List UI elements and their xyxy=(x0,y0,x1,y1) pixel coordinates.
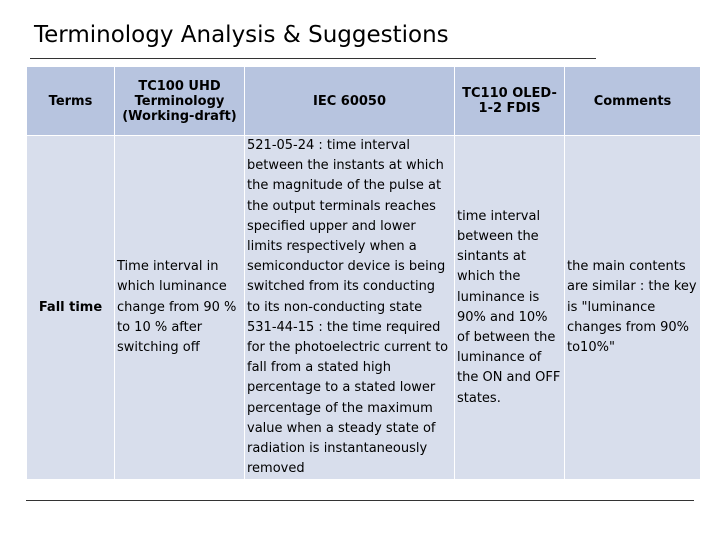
header-tc110: TC110 OLED-1-2 FDIS xyxy=(455,67,565,136)
header-tc100: TC100 UHD Terminology (Working-draft) xyxy=(115,67,245,136)
header-iec60050: IEC 60050 xyxy=(245,67,455,136)
header-terms: Terms xyxy=(27,67,115,136)
cell-term: Fall time xyxy=(27,136,115,480)
table-header-row xyxy=(27,67,701,136)
table-row xyxy=(27,136,701,480)
title-divider xyxy=(30,58,596,59)
cell-iec60050: 521-05-24 : time interval between the instants at which the magnitude of the pulse at the output terminals reaches specified upper and lower limits respectively when a semiconductor device is being switched from its conducting to its non-conducting state 531-44-15 : the time required for the photoelectric current to fall from a stated high percentage to a stated lower percentage of the maximum value when a steady state of radiation is instantaneously removed xyxy=(245,136,455,480)
cell-comments: the main contents are similar : the key is "luminance changes from 90% to10%" xyxy=(565,136,701,480)
terminology-table xyxy=(26,66,701,480)
page-title: Terminology Analysis & Suggestions xyxy=(34,22,449,48)
bottom-divider xyxy=(26,500,694,501)
cell-tc100: Time interval in which luminance change from 90 % to 10 % after switching off xyxy=(115,136,245,480)
header-comments: Comments xyxy=(565,67,701,136)
cell-tc110: time interval between the sintants at which the luminance is 90% and 10% of between the luminance of the ON and OFF states. xyxy=(455,136,565,480)
